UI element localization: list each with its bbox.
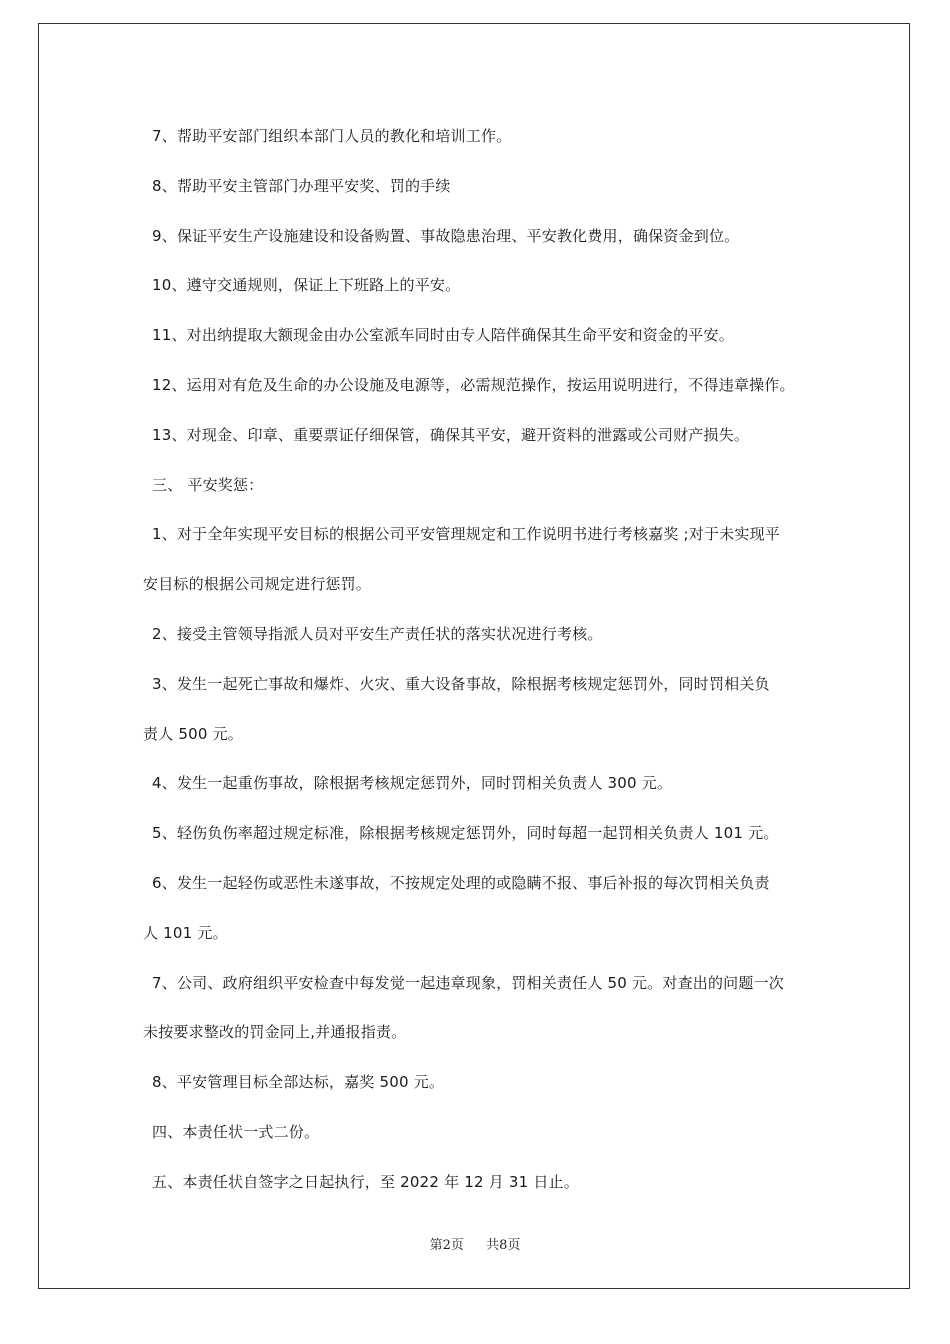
text-line: 5、轻伤负伤率超过规定标准，除根据考核规定惩罚外，同时每超一起罚相关负责人 101 元。: [152, 824, 779, 843]
page-footer: [0, 1234, 950, 1253]
text-line: 13、对现金、印章、重要票证仔细保管，确保其平安，避开资料的泄露或公司财产损失。: [152, 425, 750, 444]
page-number-current: 第2页: [429, 1238, 464, 1253]
text-line: 1、对于全年实现平安目标的根据公司平安管理规定和工作说明书进行考核嘉奖 ;对于未实现平: [152, 525, 780, 544]
text-line-continuation: 责人 500 元。: [143, 724, 243, 743]
text-line: 8、帮助平安主管部门办理平安奖、罚的手续: [152, 176, 451, 195]
text-line: 3、发生一起死亡事故和爆炸、火灾、重大设备事故，除根据考核规定惩罚外，同时罚相关负: [152, 674, 770, 693]
document-body: [143, 112, 813, 1208]
page-number-total: 共8页: [486, 1238, 521, 1253]
text-line: 9、保证平安生产设施建设和设备购置、事故隐患治理、平安教化费用，确保资金到位。: [152, 226, 740, 245]
text-line: 7、帮助平安部门组织本部门人员的教化和培训工作。: [152, 127, 512, 145]
text-line: 8、平安管理目标全部达标，嘉奖 500 元。: [152, 1073, 445, 1092]
text-line-continuation: 安目标的根据公司规定进行惩罚。: [143, 575, 372, 594]
text-line: 2、接受主管领导指派人员对平安生产责任状的落实状况进行考核。: [152, 624, 603, 643]
text-line: 4、发生一起重伤事故，除根据考核规定惩罚外，同时罚相关负责人 300 元。: [152, 774, 673, 793]
section-heading: 三、 平安奖惩：: [152, 475, 264, 494]
text-line: 12、运用对有危及生命的办公设施及电源等，必需规范操作，按运用说明进行，不得违章操作。: [152, 375, 795, 394]
text-line-continuation: 人 101 元。: [143, 923, 228, 942]
text-line: 10、遵守交通规则，保证上下班路上的平安。: [152, 276, 461, 295]
section-heading: 五、本责任状自签字之日起执行，至 2022 年 12 月 31 日止。: [152, 1172, 579, 1191]
text-line-continuation: 未按要求整改的罚金同上,并通报指责。: [143, 1023, 407, 1042]
text-line: 7、公司、政府组织平安检查中每发觉一起违章现象，罚相关责任人 50 元。对查出的问题一次: [152, 973, 784, 992]
text-line: 11、对出纳提取大额现金由办公室派车同时由专人陪伴确保其生命平安和资金的平安。: [152, 326, 734, 345]
text-line: 6、发生一起轻伤或恶性未遂事故，不按规定处理的或隐瞒不报、事后补报的每次罚相关负责: [152, 873, 770, 892]
section-heading: 四、本责任状一式二份。: [152, 1122, 320, 1141]
